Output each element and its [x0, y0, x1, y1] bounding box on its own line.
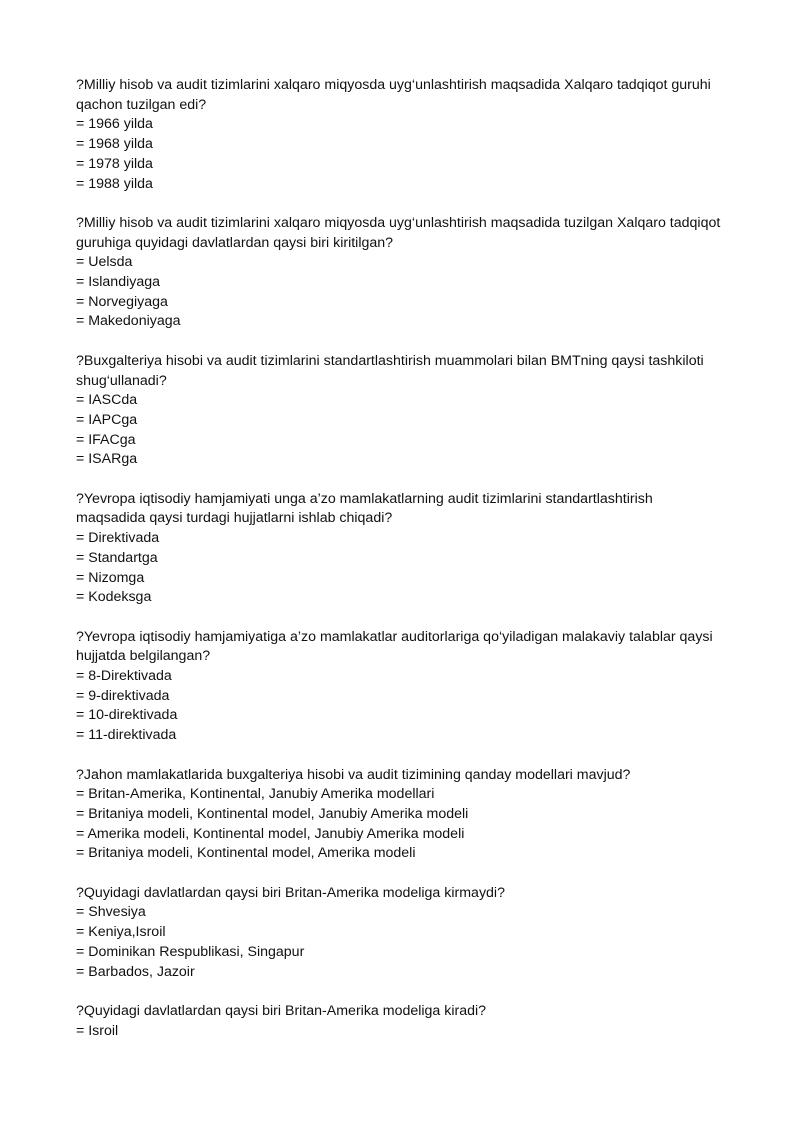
answer-option: = Britan-Amerika, Kontinental, Janubiy Amerika modellari: [76, 786, 435, 803]
question-block: [76, 1002, 726, 1041]
answer-option: = Barbados, Jazoir: [76, 963, 195, 980]
answer-option: = Norvegiyaga: [76, 293, 168, 310]
answer-option: = 8-Direktivada: [76, 668, 172, 685]
answer-option: = Standartga: [76, 549, 158, 566]
answer-option: = Keniya,Isroil: [76, 924, 166, 941]
answer-option: = Britaniya modeli, Kontinental model, Janubiy Amerika modeli: [76, 805, 469, 822]
question-block: [76, 352, 726, 470]
answer-option: = Isroil: [76, 1022, 119, 1039]
answer-option: = Dominikan Respublikasi, Singapur: [76, 943, 305, 960]
question-block: [76, 766, 726, 865]
answer-option: = IAPCga: [76, 411, 138, 428]
question-text: ?Yevropa iqtisodiy hamjamiyatiga a’zo mamlakatlar auditorlariga qo‘yiladigan malakaviy talablar qaysi hujjatda belgilangan?: [76, 628, 713, 665]
question-block: [76, 628, 726, 746]
answer-option: = 10-direktivada: [76, 707, 178, 724]
answer-option: = Islandiyaga: [76, 274, 161, 291]
answer-option: = Nizomga: [76, 569, 145, 586]
answer-option: = Makedoniyaga: [76, 313, 181, 330]
answer-option: = Direktivada: [76, 530, 160, 547]
question-block: [76, 76, 726, 194]
question-block: [76, 214, 726, 332]
question-text: ?Buxgalteriya hisobi va audit tizimlarini standartlashtirish muammolari bilan BMTning qaysi tashkiloti shug‘ullanadi?: [76, 352, 704, 389]
question-text: ?Milliy hisob va audit tizimlarini xalqaro miqyosda uyg‘unlashtirish maqsadida Xalqaro tadqiqot guruhi qachon tuzilgan edi?: [76, 77, 711, 113]
question-text: ?Milliy hisob va audit tizimlarini xalqaro miqyosda uyg‘unlashtirish maqsadida tuzilgan Xalqaro tadqiqot guruhiga quyidagi davlatlardan qaysi biri kiritilgan?: [76, 214, 721, 251]
answer-option: = 1988 yilda: [76, 175, 153, 192]
answer-option: = 1966 yilda: [76, 116, 153, 133]
answer-option: = 9-direktivada: [76, 687, 170, 704]
answer-option: = Britaniya modeli, Kontinental model, Amerika modeli: [76, 845, 416, 862]
answer-option: = Amerika modeli, Kontinental model, Janubiy Amerika modeli: [76, 825, 465, 842]
answer-option: = 11-direktivada: [76, 727, 177, 744]
answer-option: = Uelsda: [76, 254, 133, 271]
question-text: ?Quyidagi davlatlardan qaysi biri Britan-Amerika modeliga kiradi?: [76, 1002, 487, 1019]
answer-option: = 1978 yilda: [76, 155, 153, 172]
answer-option: = IASCda: [76, 392, 138, 409]
answer-option: = 1968 yilda: [76, 136, 153, 153]
answer-option: = IFACga: [76, 431, 136, 448]
question-block: [76, 490, 726, 608]
question-text: ?Jahon mamlakatlarida buxgalteriya hisobi va audit tizimining qanday modellari mavjud?: [76, 766, 631, 783]
answer-option: = Shvesiya: [76, 904, 146, 921]
question-text: ?Quyidagi davlatlardan qaysi biri Britan-Amerika modeliga kirmaydi?: [76, 884, 505, 901]
answer-option: = Kodeksga: [76, 589, 152, 606]
document-page: [76, 76, 726, 1061]
answer-option: = ISARga: [76, 451, 138, 468]
question-block: [76, 884, 726, 983]
question-text: ?Yevropa iqtisodiy hamjamiyati unga a’zo mamlakatlarning audit tizimlarini standartlashtirish maqsadida qaysi turdagi hujjatlarni ishlab chiqadi?: [76, 490, 653, 527]
